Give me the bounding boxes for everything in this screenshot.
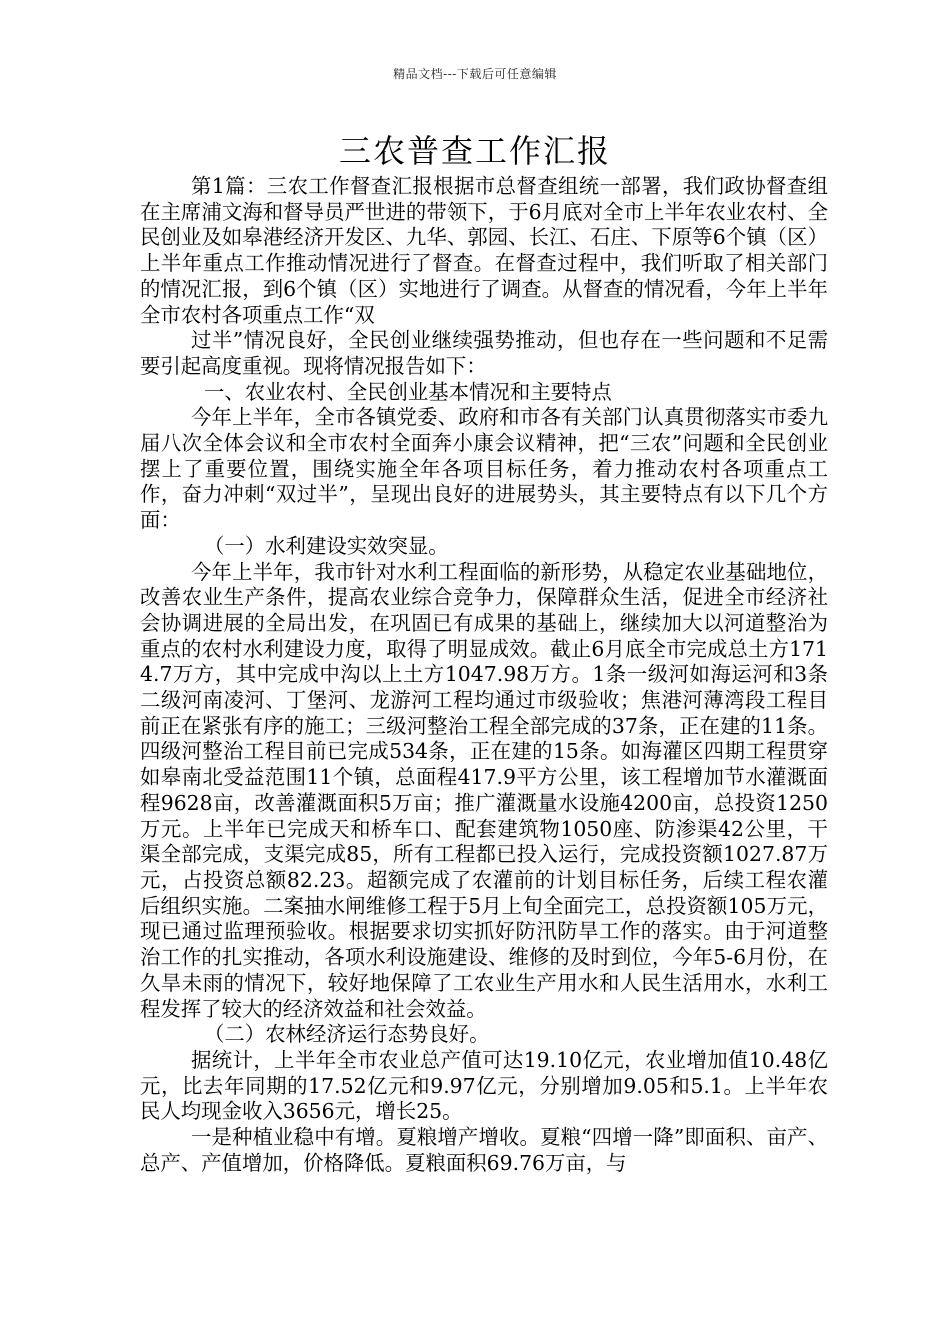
header-note: 精品文档---下载后可任意编辑 [393,67,557,81]
paragraph-water-conservancy: 今年上半年，我市针对水利工程面临的新形势，从稳定农业基础地位，改善农业生产条件，提高农业综合竞争力，保障群众生活，促进全市经济社会协调进展的全局出发，在巩固已有成果的基础上，继续加大以河道整治为重点的农村水利建设力度，取得了明显成效。截止6月底全市完成总土方1714.7万方，其中完成中沟以上土方1047.98万方。1条一级河如海运河和3条二级河南凌河、丁堡河、龙游河工程均通过市级验收；焦港河薄湾段工程目前正在紧张有序的施工；三级河整治工程全部完成的37条，正在建的11条。四级河整治工程目前已完成534条，正在建的15条。如海灌区四期工程贯穿如皋南北受益范围11个镇，总面程417.9平方公里，该工程增加节水灌溉面程9628亩，改善灌溉面积5万亩；推广灌溉量水设施4200亩，总投资1250万元。上半年已完成天和桥车口、配套建筑物1050座、防渗渠42公里，干渠全部完成，支渠完成85，所有工程都已投入运行，完成投资额1027.87万元，占投资总额82.23。超额完成了农灌前的计划目标任务，后续工程农灌后组织实施。二案抽水闸维修工程于5月上旬全面完工，总投资额105万元，现已通过监理预验收。根据要求切实抓好防汛防旱工作的落实。由于河道整治工作的扎实推动，各项水利设施建设、维修的及时到位，今年5-6月份，在久旱未雨的情况下，较好地保障了工农业生产用水和人民生活用水，水利工程发挥了较大的经济效益和社会效益。 [140,559,828,1021]
document-title: 三农普查工作汇报 [338,132,611,170]
section-heading-1: 一、农业农村、全民创业基本情况和主要特点 [204,379,612,404]
paragraph-planting: 一是种植业稳中有增。夏粮增产增收。夏粮“四增一降”即面积、亩产、总产、产值增加，价格降低。夏粮面积69.76万亩，与 [140,1125,828,1175]
document-body [140,174,828,1176]
subsection-heading-1: （一）水利建设实效突显。 [204,533,449,558]
paragraph-intro-continued: 过半”情况良好，全民创业继续强势推动，但也存在一些问题和不足需要引起高度重视。现将情况报告如下： [140,328,828,378]
paragraph-statistics: 据统计，上半年全市农业总产值可达19.10亿元，农业增加值10.48亿元，比去年同期的17.52亿元和9.97亿元，分别增加9.05和5.1。上半年农民人均现金收入3656元，增长25。 [140,1047,828,1124]
paragraph-intro: 第1篇：三农工作督查汇报根据市总督查组统一部署，我们政协督查组在主席浦文海和督导员严世进的带领下，于6月底对全市上半年农业农村、全民创业及如皋港经济开发区、九华、郭园、长江、石庄、下原等6个镇（区）上半年重点工作推动情况进行了督查。在督查过程中，我们听取了相关部门的情况汇报，到6个镇（区）实地进行了调查。从督查的情况看，今年上半年全市农村各项重点工作“双 [140,174,828,327]
paragraph-overview: 今年上半年，全市各镇党委、政府和市各有关部门认真贯彻落实市委九届八次全体会议和全市农村全面奔小康会议精神，把“三农”问题和全民创业摆上了重要位置，围绕实施全年各项目标任务，着力推动农村各项重点工作，奋力冲刺“双过半”，呈现出良好的进展势头，其主要特点有以下几个方面： [140,405,828,533]
subsection-heading-2: （二）农林经济运行态势良好。 [204,1022,490,1047]
